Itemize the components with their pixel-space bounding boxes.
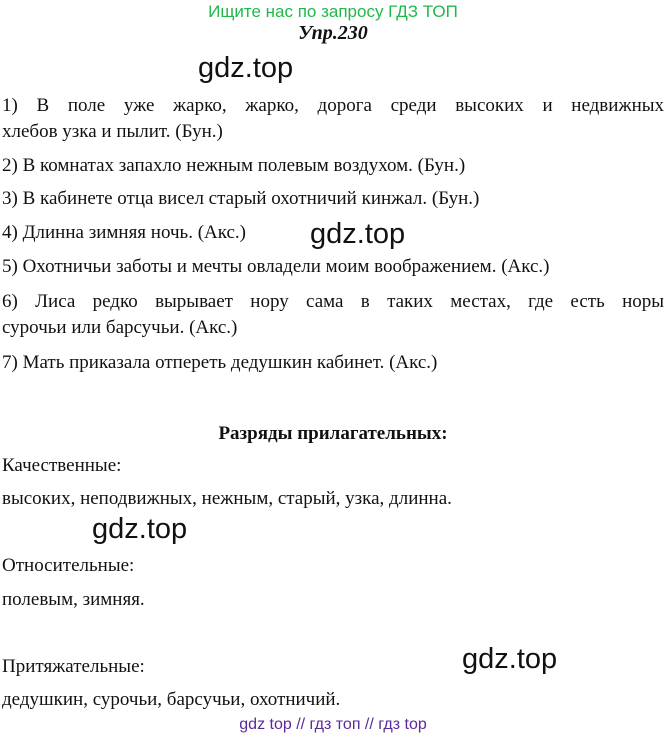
sentence-line: 1) В поле уже жарко, жарко, дорога среди высоких и недвижных — [2, 95, 664, 116]
sentence-line: 7) Мать приказала отпереть дедушкин кабинет. (Акс.) — [2, 352, 438, 373]
watermark: gdz.top — [92, 513, 188, 545]
sentence-line: хлебов узка и пылит. (Бун.) — [2, 121, 223, 142]
category-words: высоких, неподвижных, нежным, старый, узка, длинна. — [2, 488, 452, 509]
category-words: полевым, зимняя. — [2, 589, 145, 610]
watermark: gdz.top — [462, 643, 558, 675]
category-label: Притяжательные: — [2, 656, 145, 677]
sentence-line: сурочьи или барсучьи. (Акс.) — [2, 317, 238, 338]
category-label: Качественные: — [2, 455, 122, 476]
sentence-line: 2) В комнатах запахло нежным полевым воздухом. (Бун.) — [2, 155, 466, 176]
promo-banner: Ищите нас по запросу ГДЗ ТОП — [208, 2, 458, 21]
section-title: Разряды прилагательных: — [218, 423, 448, 444]
watermark: gdz.top — [198, 52, 294, 84]
sentence-line: 3) В кабинете отца висел старый охотничий кинжал. (Бун.) — [2, 188, 480, 209]
sentence-line: 6) Лиса редко вырывает нору сама в таких местах, где есть норы — [2, 291, 664, 312]
exercise-title: Упр.230 — [298, 22, 368, 44]
sentence-line: 5) Охотничьи заботы и мечты овладели моим воображением. (Акс.) — [2, 256, 550, 277]
category-words: дедушкин, сурочьи, барсучьи, охотничий. — [2, 689, 341, 710]
sentence-line: 4) Длинна зимняя ночь. (Акс.) — [2, 222, 247, 243]
watermark: gdz.top — [310, 218, 406, 250]
category-label: Относительные: — [2, 555, 135, 576]
footer-links: gdz top // гдз топ // гдз top — [239, 716, 427, 733]
